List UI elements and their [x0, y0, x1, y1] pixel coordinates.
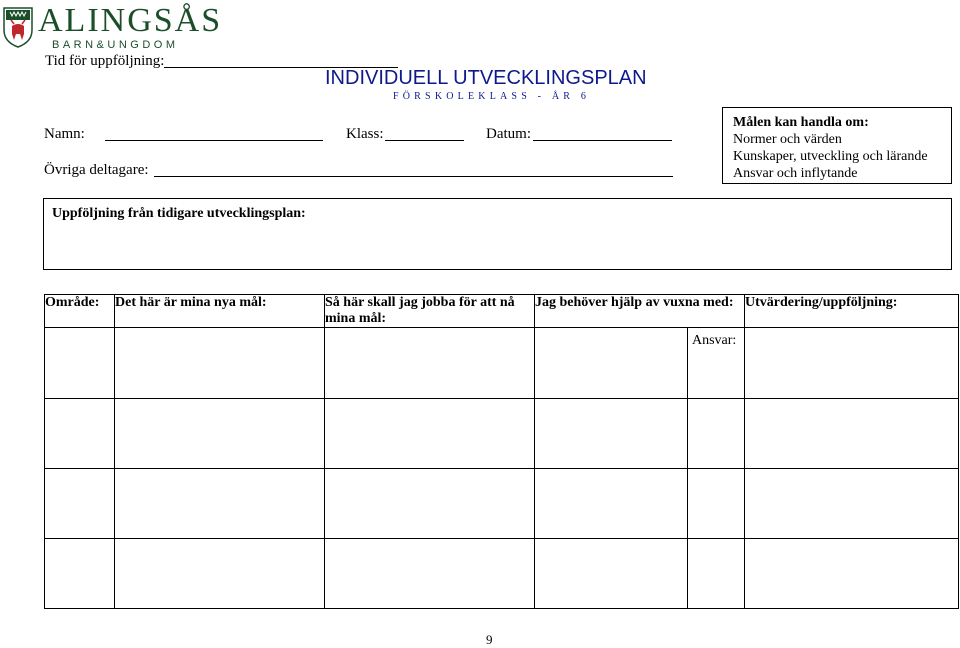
alingsas-logo: [0, 2, 223, 52]
cell-how-to-work[interactable]: [325, 399, 535, 469]
header-area: Område:: [45, 295, 115, 328]
cell-how-to-work[interactable]: [325, 469, 535, 539]
logo-subtitle: BARN&UNGDOM: [52, 39, 179, 51]
cell-how-to-work[interactable]: [325, 539, 535, 609]
logo-name: ALINGSÅS: [38, 2, 223, 39]
class-label: Klass:: [346, 126, 384, 142]
cell-help-needed[interactable]: [535, 328, 745, 399]
goals-box: [722, 107, 952, 184]
cell-new-goals[interactable]: [115, 469, 325, 539]
cell-help-needed[interactable]: [535, 469, 745, 539]
followup-time-label: Tid för uppföljning:: [45, 53, 165, 69]
cell-evaluation[interactable]: [745, 539, 959, 609]
help-cell-wrap: [535, 328, 744, 398]
date-label: Datum:: [486, 126, 531, 142]
cell-help-needed[interactable]: [535, 539, 745, 609]
table-header-row: [45, 295, 959, 328]
name-label: Namn:: [44, 126, 85, 142]
cell-area[interactable]: [45, 469, 115, 539]
table-row: [45, 469, 959, 539]
page-number: 9: [486, 632, 493, 647]
goals-item: Kunskaper, utveckling och lärande: [733, 149, 928, 164]
cell-evaluation[interactable]: [745, 328, 959, 399]
header-help-needed: Jag behöver hjälp av vuxna med:: [535, 295, 745, 328]
table-row: [45, 399, 959, 469]
help-cell-wrap: [535, 469, 744, 538]
help-cell-wrap: [535, 539, 744, 608]
other-participants-label: Övriga deltagare:: [44, 162, 149, 178]
cell-new-goals[interactable]: [115, 539, 325, 609]
table-row: [45, 328, 959, 399]
header-evaluation: Utvärdering/uppföljning:: [745, 295, 959, 328]
cell-evaluation[interactable]: [745, 469, 959, 539]
responsible-cell[interactable]: [687, 539, 744, 608]
page-subtitle: FÖRSKOLEKLASS - ÅR 6: [393, 91, 591, 102]
header-how-to-work: Så här skall jag jobba för att nå mina mål:: [325, 295, 535, 328]
cell-area[interactable]: [45, 539, 115, 609]
cell-help-needed[interactable]: [535, 399, 745, 469]
cell-area[interactable]: [45, 399, 115, 469]
responsible-cell[interactable]: [687, 399, 744, 468]
help-cell-wrap: [535, 399, 744, 468]
goals-item: Normer och värden: [733, 132, 842, 147]
cell-evaluation[interactable]: [745, 399, 959, 469]
cell-new-goals[interactable]: [115, 328, 325, 399]
name-field[interactable]: [105, 140, 323, 141]
responsible-cell[interactable]: [687, 469, 744, 538]
date-field[interactable]: [533, 140, 672, 141]
class-field[interactable]: [385, 140, 464, 141]
other-participants-field[interactable]: [154, 176, 673, 177]
plan-table: [44, 294, 959, 609]
goals-item: Ansvar och inflytande: [733, 166, 858, 181]
previous-followup-box[interactable]: [43, 198, 952, 270]
page-title: INDIVIDUELL UTVECKLINGSPLAN: [325, 67, 647, 89]
responsible-label: Ansvar:: [692, 333, 737, 348]
header-new-goals: Det här är mina nya mål:: [115, 295, 325, 328]
cell-new-goals[interactable]: [115, 399, 325, 469]
previous-followup-label: Uppföljning från tidigare utvecklingsplan:: [52, 206, 306, 221]
goals-heading: Målen kan handla om:: [733, 115, 869, 130]
table-row: [45, 539, 959, 609]
cell-how-to-work[interactable]: [325, 328, 535, 399]
cell-area[interactable]: [45, 328, 115, 399]
deer-crest-icon: [2, 6, 34, 48]
